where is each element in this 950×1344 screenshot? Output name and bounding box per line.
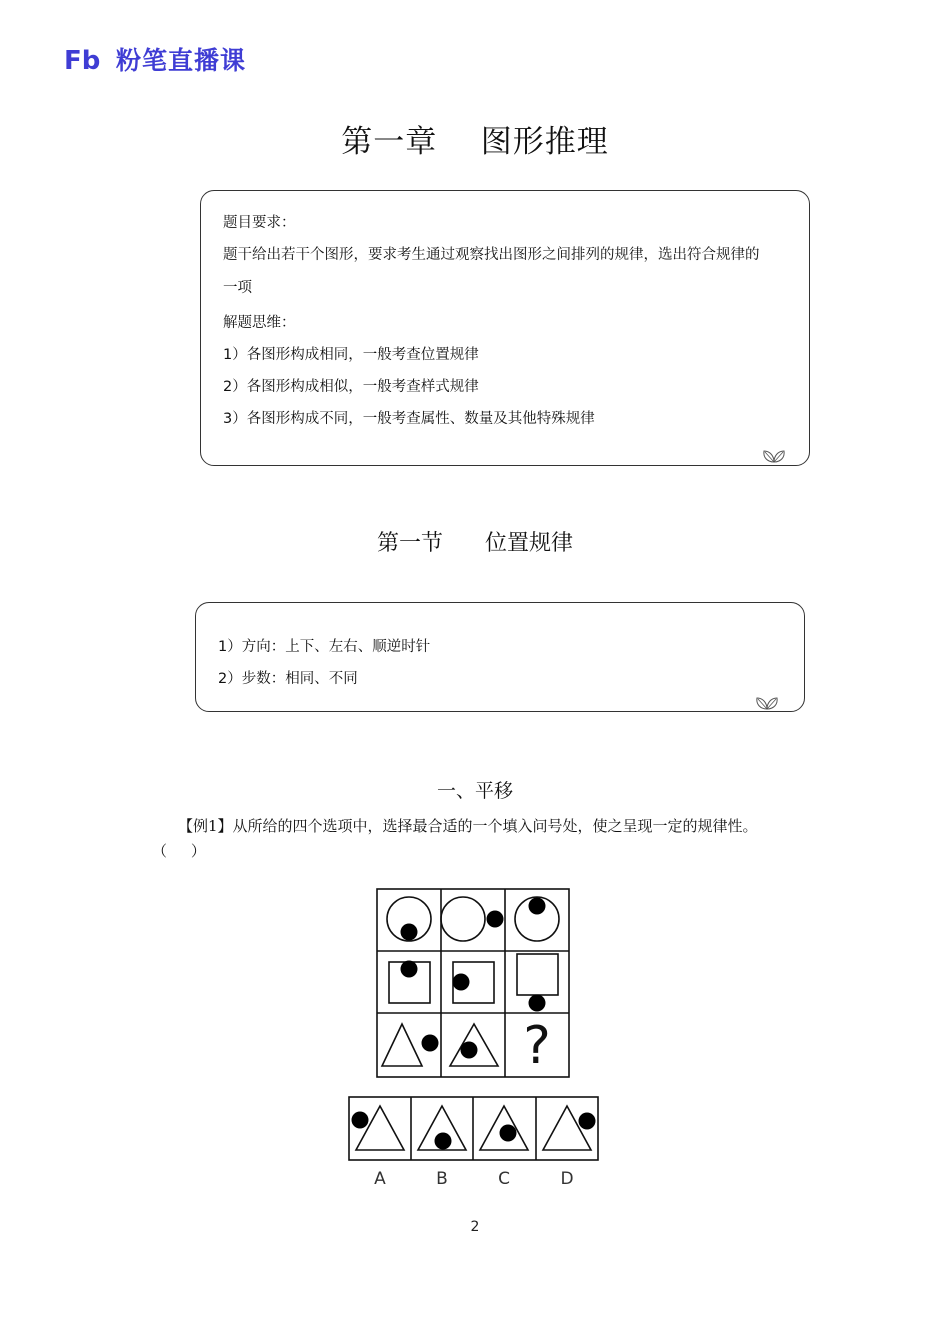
option-b-figure[interactable] (418, 1106, 466, 1150)
black-dot (401, 961, 418, 978)
grid-cell-r3c2 (450, 1024, 498, 1066)
thinking-heading: 解题思维： (223, 315, 296, 331)
black-dot (422, 1035, 439, 1052)
grid-cell-r1c2 (441, 897, 504, 941)
section-title: 第一节 位置规律 (377, 531, 573, 556)
brand-name: 粉笔直播课 (116, 46, 247, 75)
requirements-box (200, 190, 810, 466)
grid-cell-r1c3 (515, 897, 559, 941)
brand-logo (64, 44, 246, 74)
requirements-body-line2: 一项 (223, 280, 252, 296)
requirements-heading: 题目要求： (223, 215, 296, 231)
black-dot (487, 911, 504, 928)
thinking-item: 1）各图形构成相同，一般考查位置规律 (223, 347, 479, 363)
black-dot (579, 1113, 596, 1130)
option-d-figure[interactable] (543, 1106, 596, 1150)
grid-cell-r2c1 (389, 961, 430, 1004)
grid-cell-r2c2 (453, 962, 495, 1003)
black-dot (453, 974, 470, 991)
example-question: 【例1】从所给的四个选项中，选择最合适的一个填入问号处，使之呈现一定的规律性。 (178, 817, 758, 835)
question-mark: ? (523, 1016, 551, 1076)
puzzle-figure (340, 880, 610, 1192)
position-rules-box (195, 602, 805, 712)
black-dot (529, 898, 546, 915)
position-rule-item: 2）步数：相同、不同 (218, 671, 358, 687)
black-dot (352, 1112, 369, 1129)
subsection-title: 一、平移 (436, 780, 513, 802)
black-dot (500, 1125, 517, 1142)
grid-cell-r2c3 (517, 954, 558, 1012)
square-shape (517, 954, 558, 995)
answer-blank: （ ） (152, 842, 206, 860)
position-rule-item: 1）方向：上下、左右、顺逆时针 (218, 639, 431, 655)
option-label-d: D (560, 1169, 574, 1189)
leaf-ornament-icon (754, 695, 780, 711)
option-label-b: B (436, 1169, 448, 1189)
black-dot (401, 924, 418, 941)
circle-shape (441, 897, 485, 941)
page-number: 2 (470, 1219, 480, 1235)
grid-cell-r3c3 (523, 1016, 551, 1076)
triangle-shape (382, 1024, 422, 1066)
svg-text:Fb: Fb (64, 46, 101, 73)
grid-cell-r1c1 (387, 897, 431, 941)
option-a-figure[interactable] (352, 1106, 405, 1150)
option-c-figure[interactable] (480, 1106, 528, 1150)
grid-cell-r3c1 (382, 1024, 439, 1066)
fb-logo-icon (64, 45, 106, 73)
chapter-title: 第一章 图形推理 (341, 124, 609, 160)
black-dot (435, 1133, 452, 1150)
requirements-body-line1: 题干给出若干个图形，要求考生通过观察找出图形之间排列的规律，选出符合规律的 (223, 247, 760, 263)
thinking-item: 2）各图形构成相似，一般考查样式规律 (223, 379, 479, 395)
thinking-item: 3）各图形构成不同，一般考查属性、数量及其他特殊规律 (223, 411, 595, 427)
black-dot (529, 995, 546, 1012)
option-label-a: A (374, 1169, 386, 1189)
black-dot (461, 1042, 478, 1059)
option-label-c: C (498, 1169, 510, 1189)
leaf-ornament-icon (761, 448, 787, 464)
